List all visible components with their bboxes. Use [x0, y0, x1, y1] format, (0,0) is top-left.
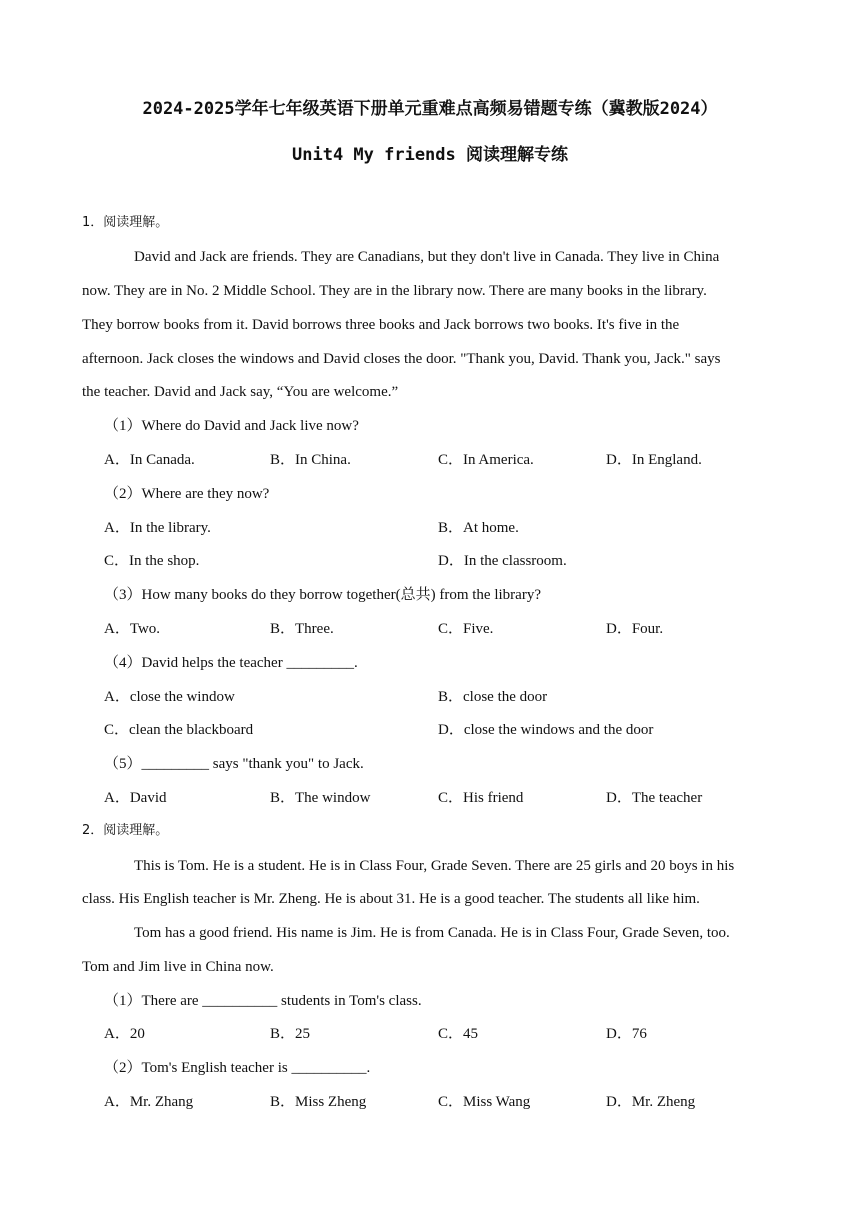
question-stem: （5）_________ says "thank you" to Jack. — [104, 756, 364, 772]
option-c: C．Five. — [438, 621, 494, 637]
option-c: C．45 — [438, 1026, 479, 1042]
option-c: C．clean the blackboard — [104, 722, 254, 738]
option-d: D．Four. — [606, 621, 664, 637]
option-c: C．Miss Wang — [438, 1094, 531, 1110]
question-stem: （2）Tom's English teacher is __________. — [104, 1060, 371, 1076]
option-a: A．David — [104, 790, 167, 806]
option-a: A．Two. — [104, 621, 161, 637]
page-subtitle: Unit4 My friends 阅读理解专练 — [292, 145, 568, 165]
option-c: C．In America. — [438, 452, 534, 468]
passage-1-line: They borrow books from it. David borrows three books and Jack borrows two books. It's five in the — [82, 317, 680, 333]
option-b: B．At home. — [438, 520, 519, 536]
question-1-label: 1．阅读理解。 — [82, 215, 169, 230]
question-stem: （4）David helps the teacher _________. — [104, 655, 358, 671]
passage-2-line: Tom and Jim live in China now. — [82, 959, 274, 975]
page-title: 2024-2025学年七年级英语下册单元重难点高频易错题专练（冀教版2024） — [142, 99, 718, 119]
option-d: D．In England. — [606, 452, 702, 468]
option-d: D．In the classroom. — [438, 553, 567, 569]
option-d: D．76 — [606, 1026, 647, 1042]
passage-2-line: This is Tom. He is a student. He is in Class Four, Grade Seven. There are 25 girls and 20 boys in his — [134, 858, 735, 874]
option-a: A．close the window — [104, 689, 235, 705]
option-b: B．close the door — [438, 689, 548, 705]
option-b: B．Three. — [270, 621, 334, 637]
question-stem: （1）Where do David and Jack live now? — [104, 418, 359, 434]
passage-1-line: afternoon. Jack closes the windows and David closes the door. "Thank you, David. Thank you, Jack." says — [82, 351, 721, 367]
passage-1-line: the teacher. David and Jack say, “You are welcome.” — [82, 384, 399, 400]
passage-2-line: class. His English teacher is Mr. Zheng. He is about 31. He is a good teacher. The students all like him. — [82, 891, 700, 907]
option-b: B．The window — [270, 790, 371, 806]
option-a: A．In Canada. — [104, 452, 195, 468]
option-d: D．The teacher — [606, 790, 703, 806]
option-d: D．close the windows and the door — [438, 722, 654, 738]
option-a: A．20 — [104, 1026, 145, 1042]
option-c: C．His friend — [438, 790, 524, 806]
option-c: C．In the shop. — [104, 553, 200, 569]
passage-1-line: now. They are in No. 2 Middle School. They are in the library now. There are many books in the library. — [82, 283, 707, 299]
question-stem: （3）How many books do they borrow together(总共) from the library? — [104, 587, 541, 603]
option-a: A．In the library. — [104, 520, 211, 536]
option-a: A．Mr. Zhang — [104, 1094, 194, 1110]
question-stem: （2）Where are they now? — [104, 486, 270, 502]
passage-2-line: Tom has a good friend. His name is Jim. He is from Canada. He is in Class Four, Grade Seven, too. — [134, 925, 730, 941]
option-b: B．In China. — [270, 452, 351, 468]
question-2-label: 2．阅读理解。 — [82, 823, 169, 838]
question-stem: （1）There are __________ students in Tom's class. — [104, 993, 422, 1009]
passage-1-line: David and Jack are friends. They are Canadians, but they don't live in Canada. They live in China — [134, 249, 720, 265]
option-b: B．25 — [270, 1026, 311, 1042]
option-d: D．Mr. Zheng — [606, 1094, 696, 1110]
option-b: B．Miss Zheng — [270, 1094, 367, 1110]
